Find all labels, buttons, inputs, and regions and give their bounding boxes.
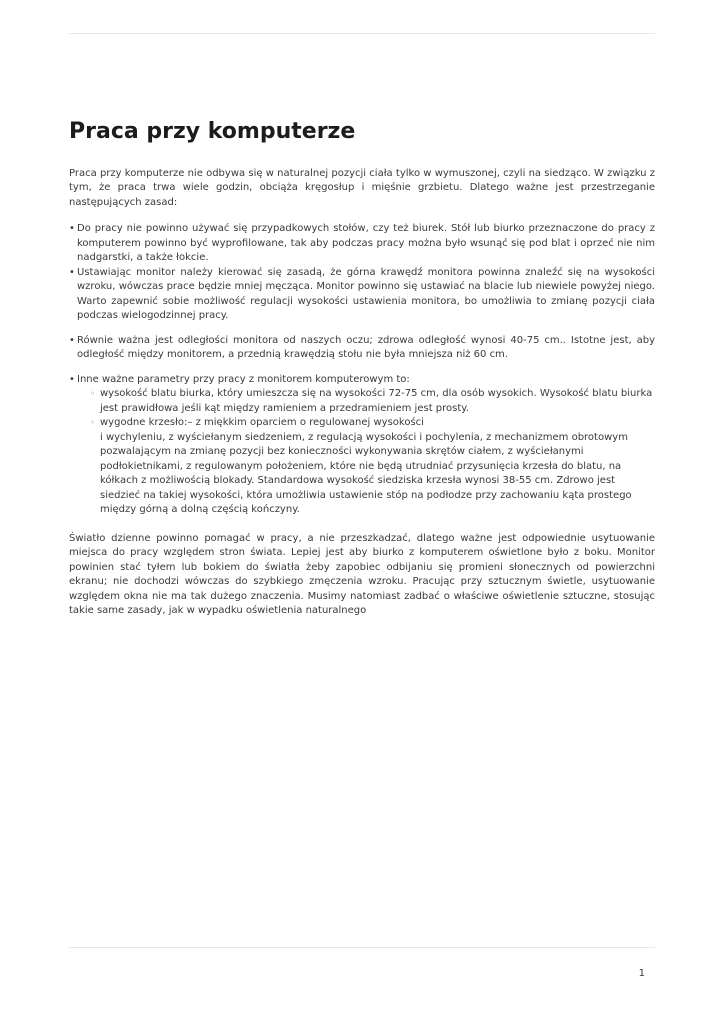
list-item: • Do pracy nie powinno używać się przypadkowych stołów, czy też biurek. Stół lub biurko przeznaczone do pracy z komputerem powinno być wyprofilowane, tak aby podczas pracy można było wsunąć się pod blat i oprzeć nie nim nadgarstki, a także łokcie. xyxy=(69,222,655,266)
chair-label: wygodne krzesło:– z miękkim oparciem o regulowanej wysokości xyxy=(100,417,424,429)
sublist-item xyxy=(77,416,655,518)
intro-paragraph: Praca przy komputerze nie odbywa się w naturalnej pozycji ciała tylko w wymuszonej, czyli na siedząco. W związku z tym, że praca trwa wiele godzin, obciąża kręgosłup i mięśnie grzbietu. Dlatego ważne jest przestrzeganie następujących zasad: xyxy=(69,167,655,208)
page-title: Praca przy komputerze xyxy=(69,119,356,144)
list-item: • Równie ważna jest odległości monitora od naszych oczu; zdrowa odległość wynosi 40-75 cm.. Istotne jest, aby odległość między monitorem, a przednią krawędzią stołu nie była mniejsza niż 60 cm. xyxy=(69,334,655,363)
parameters-sublist xyxy=(77,387,655,518)
rules-list-2 xyxy=(69,334,655,363)
rules-list-1 xyxy=(69,222,655,324)
chair-details: i wychyleniu, z wyściełanym siedzeniem, z regulacją wysokości i pochylenia, z mechanizmem obrotowym pozwalającym na zmianę pozycji bez konieczności wykonywania skrętów ciałem, z wyściełanymi podłokietnikami, z regulowanym położeniem, które nie będą utrudniać przysunięcia krzesła do blatu, na kółkach z możliwością blokady. Standardowa wysokość siedziska krzesła wynosi 38-55 cm. Zdrowo jest siedzieć na takiej wysokości, która umożliwia ustawienie stóp na podłodze przy zachowaniu kąta prostego między górną a dolną częścią kończyny. xyxy=(100,431,632,516)
footer-divider xyxy=(69,947,655,948)
list-item-label: Inne ważne parametry przy pracy z monitorem komputerowym to: xyxy=(77,373,410,385)
list-item xyxy=(69,373,655,518)
page-number: 1 xyxy=(638,968,645,979)
header-divider xyxy=(69,33,655,34)
sublist-item: ◦ wysokość blatu biurka, który umieszcza się na wysokości 72-75 cm, dla osób wysokich. Wysokość blatu biurka jest prawidłowa jeśli kąt między ramieniem a przedramieniem jest prosty. xyxy=(77,387,655,416)
list-item: • Ustawiając monitor należy kierować się zasadą, że górna krawędź monitora powinna znaleźć się na wysokości wzroku, wówczas prace będzie mniej męcząca. Monitor powinno się ustawiać na blacie lub niewiele powyżej niego. Warto zapewnić sobie możliwość regulacji wysokości ustawienia monitora, bo umożliwia to zmianę pozycji ciała podczas wielogodzinnej pracy. xyxy=(69,266,655,324)
document-body xyxy=(69,118,655,631)
lighting-paragraph: Światło dzienne powinno pomagać w pracy, a nie przeszkadzać, dlatego ważne jest odpowiednie usytuowanie miejsca do pracy względem stron świata. Lepiej jest aby biurko z komputerem oświetlone było z boku. Monitor powinien stać tyłem lub bokiem do światła żeby zapobiec odbijaniu się promieni słonecznych od powierzchni ekranu; nie dochodzi wówczas do szybkiego zmęczenia wzroku. Pracując przy sztucznym świetle, usytuowanie względem okna nie ma tak dużego znaczenia. Musimy natomiast zadbać o właściwe oświetlenie sztuczne, stosując takie same zasady, jak w wypadku oświetlenia naturalnego xyxy=(69,532,655,617)
rules-list-3 xyxy=(69,373,655,518)
